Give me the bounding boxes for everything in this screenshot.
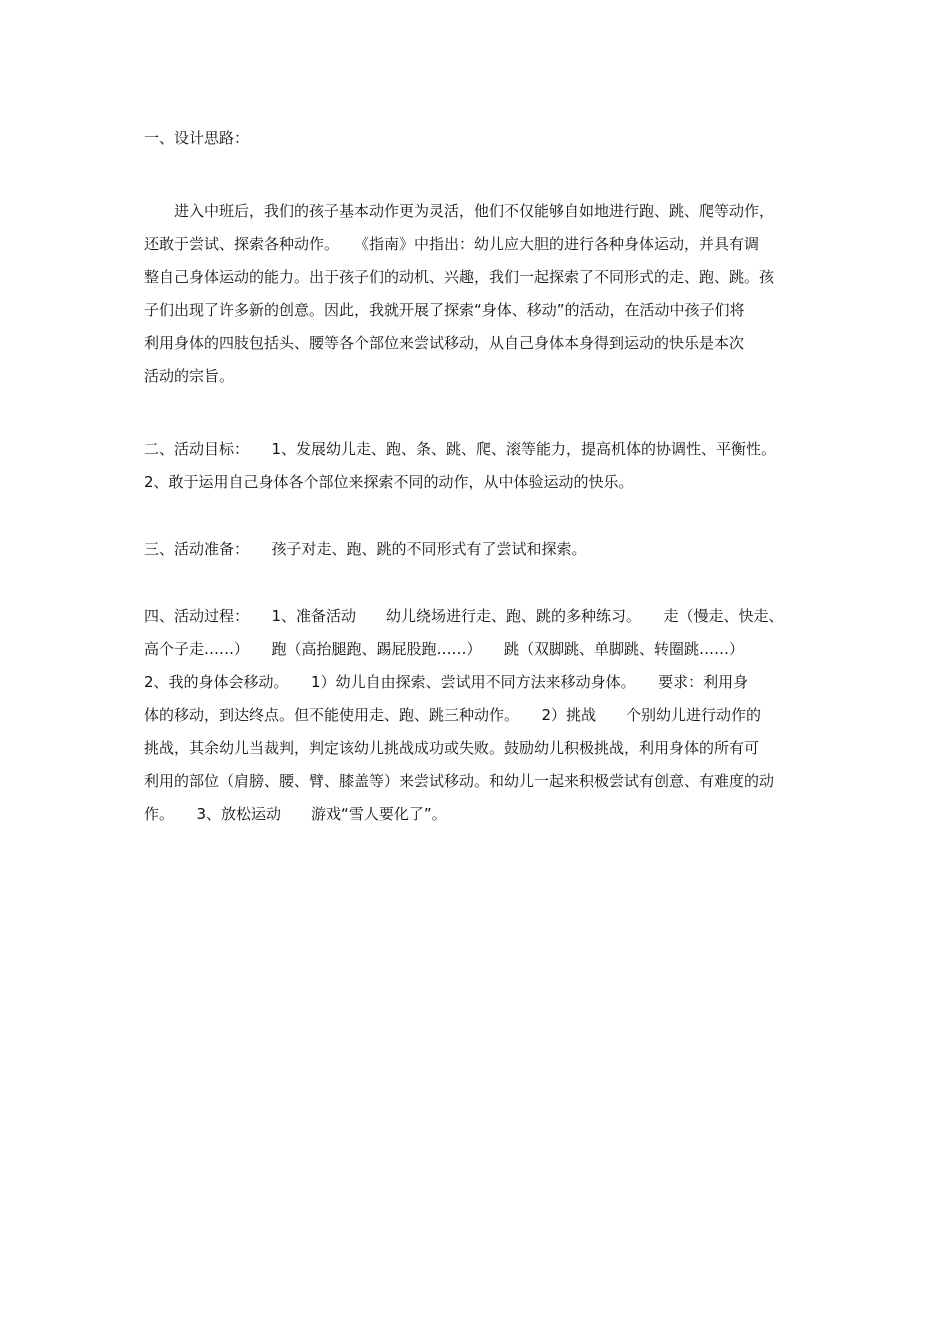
text-line: 2、我的身体会移动。 1）幼儿自由探索、尝试用不同方法来移动身体。 要求：利用身 xyxy=(144,673,749,691)
paragraph-activity-goals xyxy=(144,433,820,499)
text-line: 2、敢于运用自己身体各个部位来探索不同的动作，从中体验运动的快乐。 xyxy=(144,473,634,491)
text-line: 三、活动准备： 孩子对走、跑、跳的不同形式有了尝试和探索。 xyxy=(144,540,587,558)
text-line: 进入中班后，我们的孩子基本动作更为灵活，他们不仅能够自如地进行跑、跳、爬等动作， xyxy=(144,202,775,220)
text-line: 四、活动过程： 1、准备活动 幼儿绕场进行走、跑、跳的多种练习。 走（慢走、快走、 xyxy=(144,607,784,625)
spacer xyxy=(144,393,820,433)
text-line: 高个子走……） 跑（高抬腿跑、踢屁股跑……） 跳（双脚跳、单脚跳、转圈跳……） xyxy=(144,640,745,658)
text-line: 利用的部位（肩膀、腰、臂、膝盖等）来尝试移动。和幼儿一起来积极尝试有创意、有难度的动 xyxy=(144,772,775,790)
text-line: 子们出现了许多新的创意。因此，我就开展了探索“身体、移动”的活动，在活动中孩子们将 xyxy=(144,301,745,319)
paragraph-activity-process xyxy=(144,600,820,831)
text-line: 利用身体的四肢包括头、腰等各个部位来尝试移动，从自己身体本身得到运动的快乐是本次 xyxy=(144,334,745,352)
paragraph-design-idea xyxy=(144,195,820,393)
text-line: 二、活动目标： 1、发展幼儿走、跑、条、跳、爬、滚等能力，提高机体的协调性、平衡性。 xyxy=(144,440,777,458)
text-line: 还敢于尝试、探索各种动作。 《指南》中指出：幼儿应大胆的进行各种身体运动，并具有调 xyxy=(144,235,760,253)
spacer xyxy=(144,499,820,533)
spacer xyxy=(144,155,820,195)
paragraph-activity-preparation xyxy=(144,533,820,566)
text-line: 体的移动，到达终点。但不能使用走、跑、跳三种动作。 2）挑战 个别幼儿进行动作的 xyxy=(144,706,762,724)
spacer xyxy=(144,566,820,600)
text-line: 挑战，其余幼儿当裁判，判定该幼儿挑战成功或失败。鼓励幼儿积极挑战，利用身体的所有可 xyxy=(144,739,760,757)
text-line: 活动的宗旨。 xyxy=(144,367,235,385)
text-line: 作。 3、放松运动 游戏“雪人要化了”。 xyxy=(144,805,447,823)
document-body xyxy=(144,122,820,831)
section-heading-design-idea: 一、设计思路： xyxy=(144,129,250,147)
text-line: 整自己身体运动的能力。出于孩子们的动机、兴趣，我们一起探索了不同形式的走、跑、跳。孩 xyxy=(144,268,775,286)
